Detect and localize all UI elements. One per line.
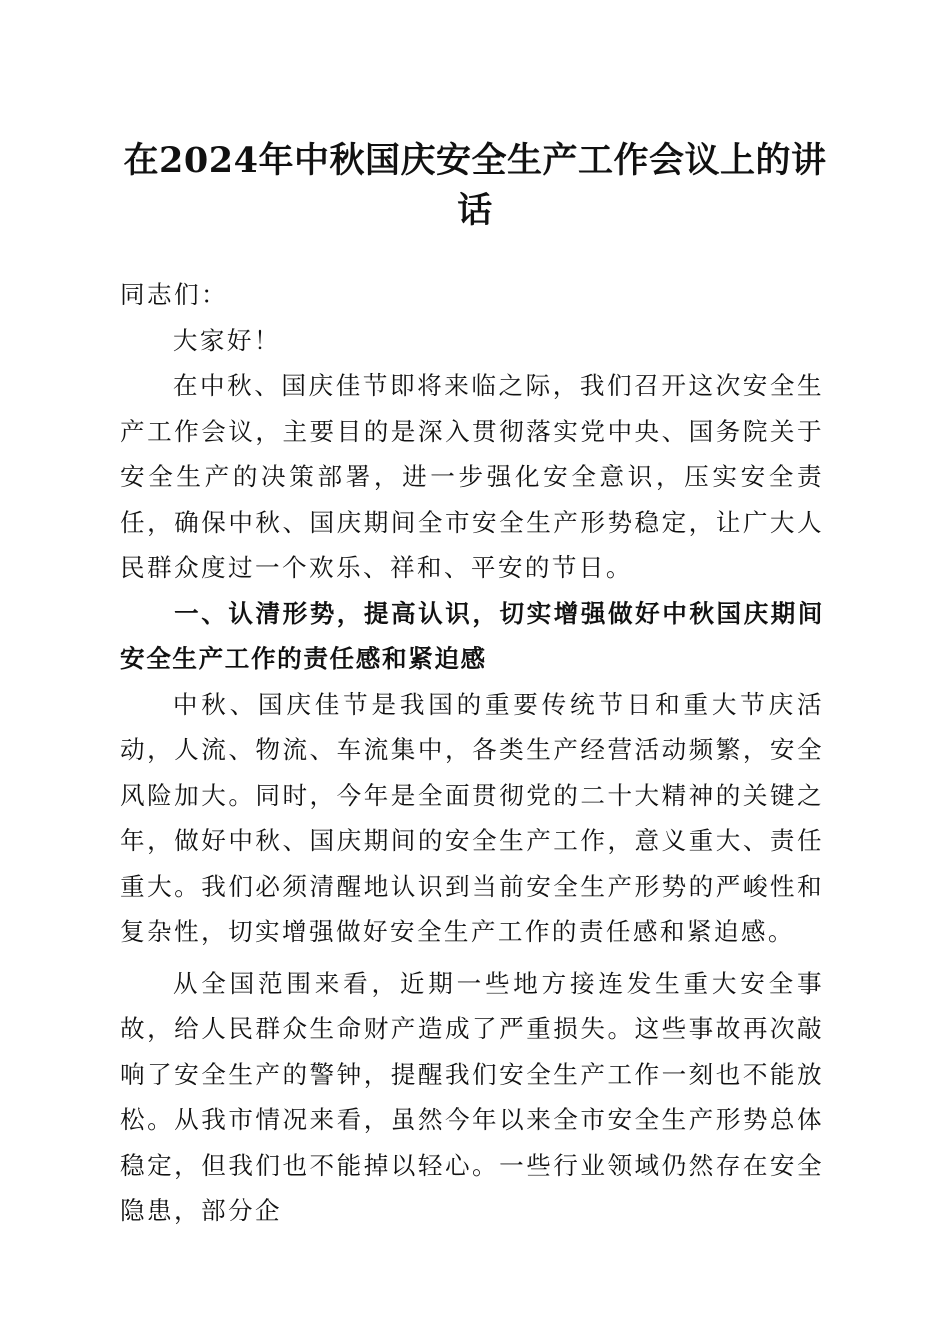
salutation: 同志们： <box>120 280 228 309</box>
paragraph-situation: 中秋、国庆佳节是我国的重要传统节日和重大节庆活动，人流、物流、车流集中，各类生产经营活动频繁，安全风险加大。同时，今年是全面贯彻党的二十大精神的关键之年，做好中秋、国庆期间的安全生产工作，意义重大、责任重大。我们必须清醒地认识到当前安全生产形势的严峻性和复杂性，切实增强做好安全生产工作的责任感和紧迫感。 <box>120 689 824 946</box>
paragraph-national-view: 从全国范围来看，近期一些地方接连发生重大安全事故，给人民群众生命财产造成了严重损失。这些事故再次敲响了安全生产的警钟，提醒我们安全生产工作一刻也不能放松。从我市情况来看，虽然今年以来全市安全生产形势总体稳定，但我们也不能掉以轻心。一些行业领域仍然存在安全隐患，部分企 <box>120 968 824 1225</box>
section-heading-1: 一、认清形势，提高认识，切实增强做好中秋国庆期间安全生产工作的责任感和紧迫感 <box>120 598 824 673</box>
paragraph-intro: 在中秋、国庆佳节即将来临之际，我们召开这次安全生产工作会议，主要目的是深入贯彻落实党中央、国务院关于安全生产的决策部署，进一步强化安全意识，压实安全责任，确保中秋、国庆期间全市安全生产形势稳定，让广大人民群众度过一个欢乐、祥和、平安的节日。 <box>120 371 824 582</box>
document-body <box>120 272 824 1234</box>
greeting: 大家好！ <box>172 325 281 355</box>
document-title: 在2024年中秋国庆安全生产工作会议上的讲话 <box>123 140 827 231</box>
